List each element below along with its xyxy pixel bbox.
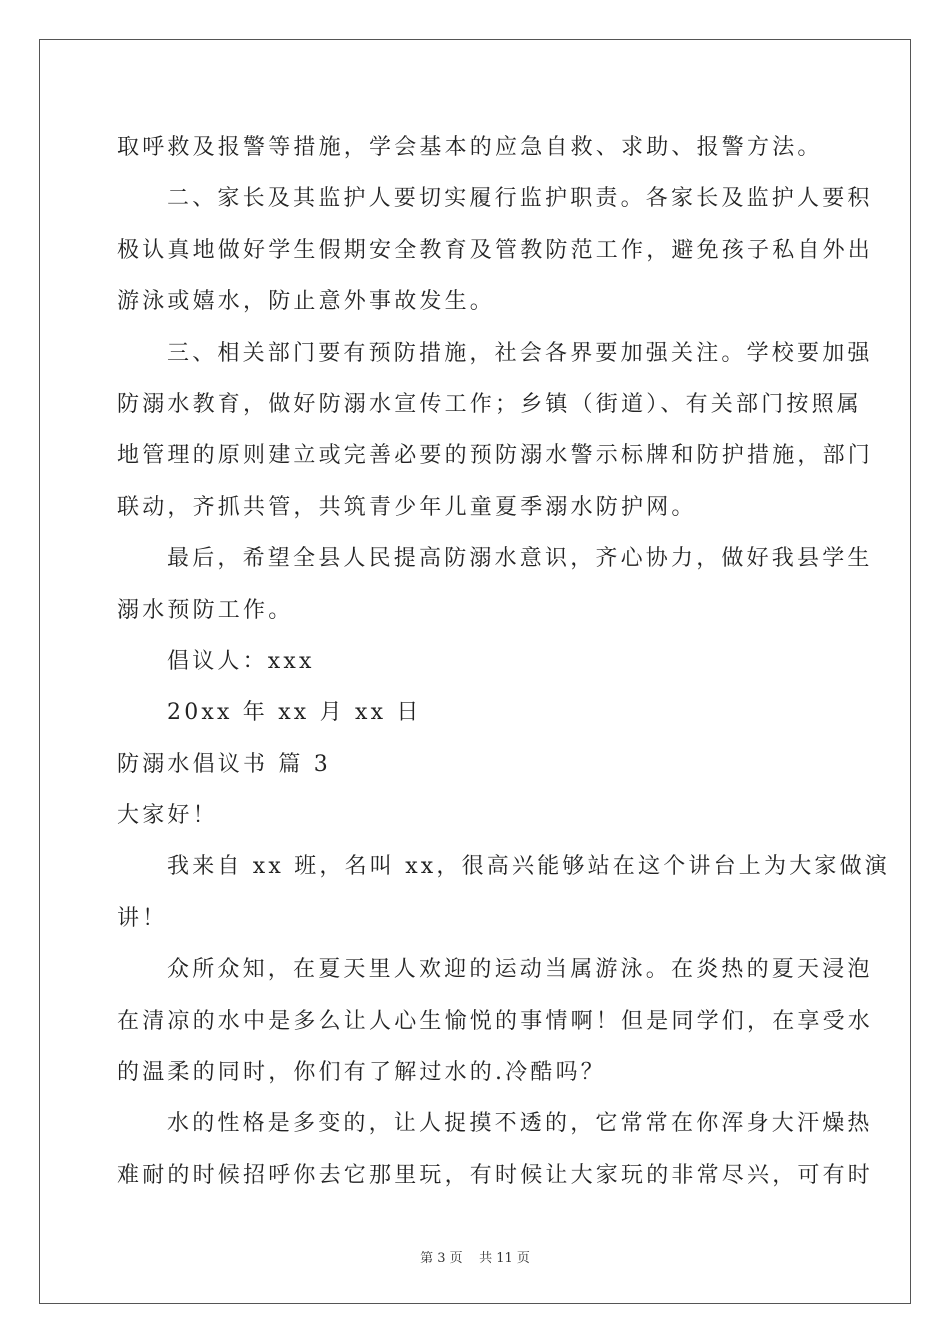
text-line: 地管理的原则建立或完善必要的预防溺水警示标牌和防护措施，部门 bbox=[117, 443, 874, 469]
text-line: 我来自 xx 班，名叫 xx，很高兴能够站在这个讲台上为大家做演 bbox=[167, 854, 891, 880]
text-line: 在清凉的水中是多么让人心生愉悦的事情啊！但是同学们，在享受水 bbox=[117, 1008, 874, 1034]
date-line: 20xx 年 xx 月 xx 日 bbox=[167, 700, 422, 726]
text-line: 三、相关部门要有预防措施，社会各界要加强关注。学校要加强 bbox=[167, 340, 873, 366]
page-number-footer: 第 3 页 共 11 页 bbox=[420, 1251, 530, 1266]
text-line: 联动，齐抓共管，共筑青少年儿童夏季溺水防护网。 bbox=[117, 494, 697, 520]
text-line: 的温柔的同时，你们有了解过水的.冷酷吗？ bbox=[117, 1060, 606, 1086]
text-line: 讲！ bbox=[117, 905, 168, 931]
section-heading: 防溺水倡议书 篇 3 bbox=[117, 751, 331, 777]
text-line: 难耐的时候招呼你去它那里玩，有时候让大家玩的非常尽兴，可有时 bbox=[117, 1162, 874, 1188]
text-line: 取呼救及报警等措施，学会基本的应急自救、求助、报警方法。 bbox=[117, 135, 823, 160]
text-line: 二、家长及其监护人要切实履行监护职责。各家长及监护人要积 bbox=[167, 186, 873, 212]
text-line: 水的性格是多变的，让人捉摸不透的，它常常在你浑身大汗燥热 bbox=[167, 1111, 873, 1137]
text-line: 溺水预防工作。 bbox=[117, 597, 294, 623]
text-line: 防溺水教育，做好防溺水宣传工作；乡镇（街道）、有关部门按照属 bbox=[117, 391, 863, 417]
text-line: 最后，希望全县人民提高防溺水意识，齐心协力，做好我县学生 bbox=[167, 546, 873, 572]
text-line: 众所众知，在夏天里人欢迎的运动当属游泳。在炎热的夏天浸泡 bbox=[167, 957, 873, 983]
text-line: 极认真地做好学生假期安全教育及管教防范工作，避免孩子私自外出 bbox=[117, 237, 874, 263]
text-line: 游泳或嬉水，防止意外事故发生。 bbox=[117, 289, 496, 315]
greeting-line: 大家好！ bbox=[117, 803, 218, 829]
document-body bbox=[117, 128, 891, 1207]
signature-line: 倡议人：xxx bbox=[167, 648, 315, 674]
